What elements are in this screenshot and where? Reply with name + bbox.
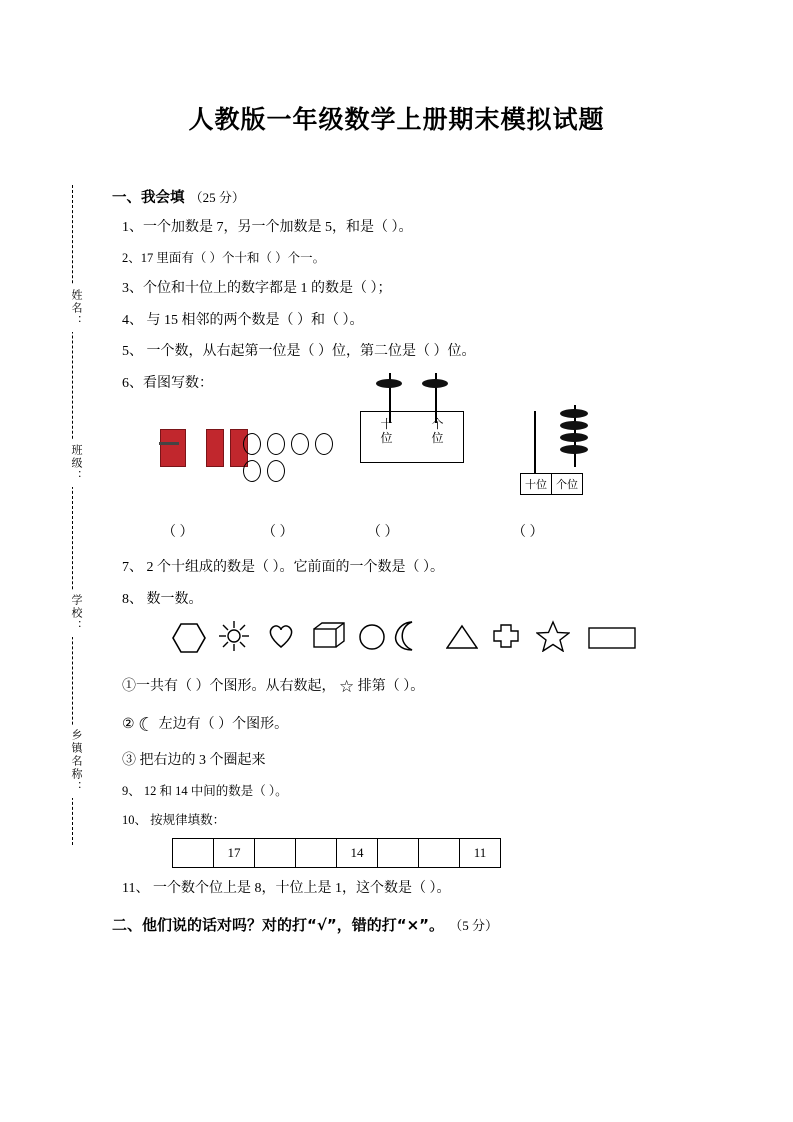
circle-icon (291, 433, 309, 455)
tens-label-bottom: 位 (380, 430, 393, 445)
seal-label-school: 学校： (62, 590, 84, 637)
question-8-sub-2-text: 左边有（ ）个图形。 (158, 716, 289, 732)
answer-blank[interactable]: （ ） (367, 524, 399, 540)
heart-icon (266, 621, 296, 654)
question-11: 11、 一个数个位上是 8，十位上是 1，这个数是（ ）。 (122, 881, 451, 897)
ones-label-top: 个 (431, 416, 444, 431)
abacus-two-figure (512, 405, 632, 515)
section-2-title: 二、他们说的话对吗？对的打“√”，错的打“×”。 (112, 916, 445, 935)
stick-bundle-figure (160, 429, 250, 472)
exam-content (112, 186, 692, 935)
question-8-sub-3: ③ 把右边的 3 个圈起来 (122, 752, 266, 768)
question-8-sub-1-text-b: 排第（ ）。 (357, 679, 425, 695)
question-8: 8、 数一数。 (122, 591, 203, 607)
question-6: 6、看图写数： (122, 376, 213, 392)
section-1-title: 一、我会填 (112, 190, 185, 206)
abacus-bead (560, 409, 588, 418)
moon-icon: ☾ (138, 714, 156, 736)
abacus-bead (560, 421, 588, 430)
pattern-cell[interactable] (173, 839, 214, 868)
abacus-bead (422, 379, 448, 388)
question-4: 4、 与 15 相邻的两个数是（ ）和（ ）。 (122, 312, 364, 328)
moon-icon (394, 620, 420, 657)
pattern-cell: 11 (460, 839, 501, 868)
seal-label-town: 乡镇名称： (62, 725, 84, 798)
abacus-bead (560, 445, 588, 454)
question-2: 2、17 里面有（ ）个十和（ ）个一。 (122, 250, 326, 265)
triangle-icon (446, 624, 478, 655)
seal-label-name: 姓名： (62, 285, 84, 332)
abacus-two-labels (520, 473, 582, 495)
question-8-sub-1-text-a: ①一共有（ ）个图形。从右数起， (122, 679, 336, 695)
stick-bundle-icon (160, 429, 186, 467)
abacus-rod (534, 411, 536, 473)
pattern-cell[interactable] (419, 839, 460, 868)
section-2-heading (112, 914, 692, 935)
section-1-points: （25 分） (189, 190, 245, 205)
hexagon-icon (172, 622, 206, 659)
question-10: 10、 按规律填数： (122, 813, 226, 828)
star-icon (536, 620, 570, 657)
question-8-sub-2-marker: ② (122, 716, 135, 732)
circle-icon (315, 433, 333, 455)
number-pattern-table (172, 838, 501, 868)
pattern-cell[interactable] (255, 839, 296, 868)
ones-label: 个位 (551, 473, 583, 495)
question-7: 7、 2 个十组成的数是（ ）。它前面的一个数是（ ）。 (122, 559, 444, 575)
abacus-bead (560, 433, 588, 442)
table-row (173, 839, 501, 868)
page-title: 人教版一年级数学上册期末模拟试题 (188, 105, 605, 134)
question-8-shape-row (172, 618, 692, 664)
pattern-cell[interactable] (378, 839, 419, 868)
star-icon: ☆ (339, 677, 355, 697)
question-6-blanks (112, 521, 692, 547)
section-1-heading (112, 186, 692, 207)
seal-label-class: 班级： (62, 440, 84, 487)
answer-blank[interactable]: （ ） (512, 524, 544, 540)
question-6-figures (112, 401, 692, 521)
circles-figure (242, 433, 352, 487)
question-8-sub-1 (112, 674, 692, 700)
stick-icon (206, 429, 224, 467)
circle-icon (267, 460, 285, 482)
ones-label-bottom: 位 (431, 430, 444, 445)
cross-icon (492, 623, 520, 654)
circle-icon (358, 623, 386, 656)
circle-icon (267, 433, 285, 455)
cube-icon (312, 621, 346, 656)
answer-blank[interactable]: （ ） (162, 524, 194, 540)
tens-label: 十位 (520, 473, 552, 495)
abacus-bead (376, 379, 402, 388)
answer-blank[interactable]: （ ） (262, 524, 294, 540)
pattern-cell: 17 (214, 839, 255, 868)
question-3: 3、个位和十位上的数字都是 1 的数是（ ）； (122, 281, 392, 297)
pattern-cell: 14 (337, 839, 378, 868)
pattern-cell[interactable] (296, 839, 337, 868)
question-5: 5、 一个数，从右起第一位是（ ）位，第二位是（ ）位。 (122, 344, 476, 360)
seal-margin (52, 185, 92, 845)
rectangle-icon (588, 626, 636, 655)
circle-icon (243, 433, 261, 455)
question-8-sub-2 (112, 711, 692, 740)
question-1: 1、一个加数是 7，另一个加数是 5，和是（ ）。 (122, 220, 413, 235)
section-2-points: （5 分） (449, 918, 499, 934)
tens-label-top: 十 (380, 416, 393, 431)
sun-icon (218, 620, 250, 657)
circle-icon (243, 460, 261, 482)
question-9: 9、 12 和 14 中间的数是（ ）。 (122, 783, 288, 798)
abacus-place-value-box (360, 411, 464, 463)
